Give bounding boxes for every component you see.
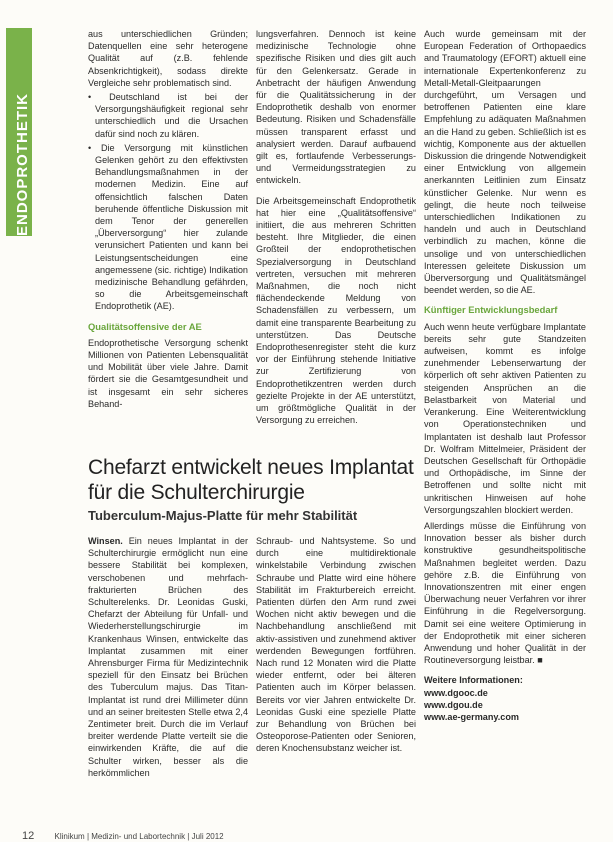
article-text: Schraub- und Nahtsysteme. So und durch eine multidirektionale winkelstabile Verbindung zwischen Schraube und Platte wird eine höhere Stabilität im Frakturbereich erreicht. Patienten dürfen den Arm rund zwei Wochen nicht aktiv bewegen und die Nachbehandlung anschließend mit aktiv-assistiven und zunehmend aktiver werdenden Bewegungen fortführen. Nach rund 12 Monaten wird die Platte wieder entfernt, oder bei älteren Patienten auch im Körper belassen. Bereits vor vier Jahren entwickelte Dr. Leonidas Guski eine spezielle Platte zur Behandlung von Brüchen bei Osteoporose-Patienten oder Senioren, deren Knochensubstanz weicher ist. xyxy=(256,536,416,754)
paragraph: Die Arbeitsgemeinschaft Endoprothetik hat hier eine „Qualitätsoffensive“ initiiert, die aus mehreren Schritten besteht. Ihre Mitglieder, die einen Großteil der endoprothetischen Spezialversorgung in Deutschland vertreten, versuchen mit mehreren Maßnahmen, die noch nicht flächendeckende Meldung von Schadensfällen zu verbessern, um damit eine transparente Bearbeitung zu unterstützen. Das Deutsche Endoprothesenregister steht die kurz vor der Einführung stehende Initiative zur Zertifizierung von Endoprothetikzentren werden durch gezielte Projekte in der AE unterstützt, um größtmögliche Qualität in der Versorgung zu erreichen. xyxy=(256,195,416,426)
article-subtitle: Tuberculum-Majus-Platte für mehr Stabilität xyxy=(88,508,358,523)
section-heading: Qualitätsoffensive der AE xyxy=(88,320,202,332)
bullet-item: • Die Versorgung mit künstlichen Gelenken gehört zu den effektivsten Behandlungsmaßnahmen in der modernen Medizin. Eine auf offensichtlich falschen Daten beruhende öffentliche Diskussion mit dem Tenor der generellen „Überversorgung“ hier zulande verunsichert Patienten und kann bei Leistungsentscheidungen eine angemessene (sic. richtige) Indikation medizinische Behandlung gefährden, so die Arbeitsgemeinschaft Endoprothetik (AE). xyxy=(88,142,248,312)
dateline: Winsen. xyxy=(88,536,123,546)
upper-column-2 xyxy=(256,28,416,429)
article-text: Ein neues Implantat in der Schulterchirurgie ermöglicht nun eine bessere Stabilität bei komplexen, verschobenen und mehrfach-frakturierten Brüchen des Schulterelenks. Dr. Leonidas Guski, Chefarzt der Abteilung für Unfall- und Wiederherstellungschirurgie im Krankenhaus Winsen, entwickelte das Implantat zusammen mit einer Ahrensburger Firma für Medizintechnik speziell für den Einsatz bei Brüchen des Tuberculum majus. Das Titan-Implantat ist rund drei Millimeter dünn und an seiner breitesten Stelle etwa 2,4 Zentimeter breit. Durch die im Verlauf breiter werdende Platte verteilt sie die einwirkenden Kräfte, die auf die Schulter wirken, besser als die herkömmlichen xyxy=(88,536,248,778)
paragraph: Auch wenn heute verfügbare Implantate bereits sehr gute Standzeiten aufweisen, kommt es infolge zunehmender Lebenserwartung der körperlich oft sehr aktiven Patienten zu steigenden Ansprüchen an die Belastbarkeit von Material und Verankerung. Eine Weiterentwicklung von Operationstechniken und Implantaten ist deshalb laut Professor Dr. Wolfram Mittelmeier, Präsident der Deutschen Gesellschaft für Orthopädie und Orthopädische, im Sinne der Betroffenen und sollte nicht mit unkritischen Hinweisen auf hohe Versorgungszahlen blockiert werden. xyxy=(424,321,586,515)
footer-text: Klinikum | Medizin- und Labortechnik | Juli 2012 xyxy=(54,832,224,841)
page-footer xyxy=(22,830,224,842)
article-title: Chefarzt entwickelt neues Implantat für die Schulterchirurgie xyxy=(88,456,414,504)
paragraph: Endoprothetische Versorgung schenkt Millionen von Patienten Lebensqualität und Mobilität über viele Jahre. Damit fördert sie die Gesamtgesundheit und ist insgesamt ein sehr sicheres Behand- xyxy=(88,337,248,409)
paragraph: lungsverfahren. Dennoch ist keine medizinische Technologie ohne spezifische Risiken und dies gilt auch für den Gelenkersatz. Gerade in Anbetracht der häufigen Anwendung für die Qualitätssicherung in der Endoprothetik deshalb von enormer Bedeutung. Risiken und Schadensfälle müssen transparent erfasst und analysiert werden. Darauf aufbauend gilt es, fortlaufende Verbesserungs- und Vermeidungsstrategien zu entwickeln. xyxy=(256,29,416,186)
paragraph: Auch wurde gemeinsam mit der European Federation of Orthopaedics and Traumatology (EFORT) aktuell eine internationale Expertenkonferenz zu Metall-Metall-Gleitpaarungen durchgeführt, um Versagen und betroffenen Patienten eine klare Empfehlung zu adäquaten Maßnahmen an die Hand zu geben. Schließlich ist es wichtig, Komponente aus der aktuellen Diskussion die dringende Notwendigkeit einer Entwicklung von allgemein anerkannten Leitlinien zum Einsatz künstlicher Gelenke. Nur wenn es gelingt, die heute noch teilweise unterschiedlichen Indikationen zu handeln und auch in Deutschland verbindlich zu machen, könne die unsolige und von unterschiedlichen Interessen geleitete Diskussion um Überversorgung und Qualitätsmängel beendet werden, so die AE. xyxy=(424,29,586,296)
article-column-1 xyxy=(88,535,248,781)
upper-column-1 xyxy=(88,28,248,412)
website-link[interactable]: www.dgou.de xyxy=(424,699,483,710)
page-number: 12 xyxy=(22,830,35,842)
bullet-item: • Deutschland ist bei der Versorgungshäufigkeit regional sehr unterschiedlich und die Ursachen dafür sind noch zu klären. xyxy=(88,92,248,139)
paragraph: aus unterschiedlichen Gründen; Datenquellen eine sehr heterogene Qualität auf (z.B. fehlende Absenkrichtigkeit), sodass direkte Vergleiche sehr problematisch sind. xyxy=(88,29,248,88)
website-link[interactable]: www.dgooc.de xyxy=(424,687,488,698)
website-link[interactable]: www.ae-germany.com xyxy=(424,711,520,722)
section-heading: Künftiger Entwicklungsbedarf xyxy=(424,304,558,316)
article-column-2 xyxy=(256,535,416,757)
more-info-heading: Weitere Informationen: xyxy=(424,675,523,686)
link-list xyxy=(424,687,586,724)
section-label: ENDOPROTHETIK xyxy=(14,92,31,236)
right-column xyxy=(424,28,586,723)
paragraph: Allerdings müsse die Einführung von Innovation besser als bisher durch konstruktive gesundheitspolitische Maßnahmen begleitet werden. Dazu gehöre z.B. die Einführung von Innovationszentren mit einer engen Überwachung neuer Verfahren vor ihrer Einführung in die Regelversorgung. Damit sei eine weitere Optimierung in der Endoprothetik mit einer sicheren Anwendung und hoher Qualität in der Routineversorgung leistbar. ■ xyxy=(424,520,586,666)
